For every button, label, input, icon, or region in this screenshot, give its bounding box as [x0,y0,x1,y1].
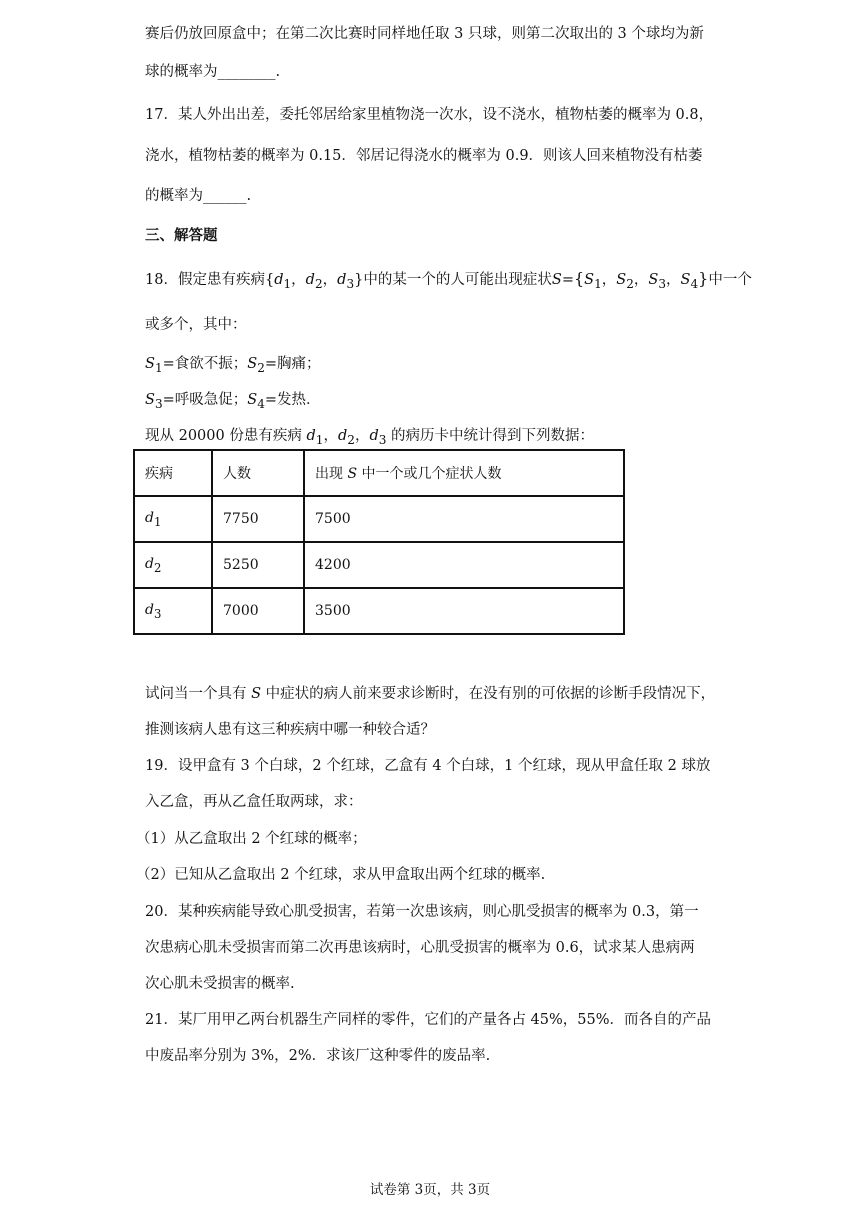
table-header-cell: 人数 [212,450,304,496]
table-row [134,588,624,634]
table-header-row [134,450,624,496]
q20-text-line-1: 20．某种疾病能导致心肌受损害，若第一次患该病，则心肌受损害的概率为 0.3，第一 [145,904,699,920]
table-row [134,496,624,542]
q18-text-line-5: 现从 20000 份患有疾病 $d_1$，$d_2$，$d_3$ 的病历卡中统计得到下列数据： [145,428,595,447]
table-cell: 5250 [212,542,304,588]
table-cell: 4200 [304,542,624,588]
q17-text-line-2: 浇水，植物枯萎的概率为 0.15．邻居记得浇水的概率为 0.9．则该人回来植物没有枯萎 [145,148,703,164]
q21-text-line-1: 21．某厂用甲乙两台机器生产同样的零件，它们的产量各占 45%，55%．而各自的产品 [145,1012,712,1028]
disease-table [133,449,625,635]
table-cell: $d_2$ [134,542,212,588]
section-heading: 三、解答题 [145,228,218,244]
q16-text-line-1: 赛后仍放回原盒中；在第二次比赛时同样地任取 3 只球，则第二次取出的 3 个球均为新 [145,26,704,42]
q20-text-line-3: 次心肌未受损害的概率. [145,976,295,992]
q18-symptom-line-1: $S_1=$食欲不振；$S_2=$胸痛； [145,356,321,375]
q18-question-line-1: 试问当一个具有 S 中症状的病人前来要求诊断时，在没有别的可依据的诊断手段情况下， [145,686,716,702]
table-cell: $d_3$ [134,588,212,634]
q17-text-line-1: 17．某人外出出差，委托邻居给家里植物浇一次水，设不浇水，植物枯萎的概率为 0.8， [145,107,714,123]
table-cell: 7750 [212,496,304,542]
q18-question-line-2: 推测该病人患有这三种疾病中哪一种较合适？ [145,722,435,738]
table-cell: 3500 [304,588,624,634]
table-cell: $d_1$ [134,496,212,542]
table-row [134,542,624,588]
table-cell: 7500 [304,496,624,542]
q21-text-line-2: 中废品率分别为 3%，2%．求该厂这种零件的废品率. [145,1048,491,1064]
table-cell: 7000 [212,588,304,634]
q16-text-line-2: 球的概率为________. [145,64,281,80]
q18-text-line-1: 18．假定患有疾病{$d_1$，$d_2$，$d_3$}中的某一个的人可能出现症状$S=\{S_1$，$S_2$，$S_3$，$S_4$}中一个 [145,269,752,291]
q17-text-line-3: 的概率为______. [145,188,252,204]
q19-text-line-2: 入乙盒，再从乙盒任取两球，求： [145,794,363,810]
table-header-cell: 疾病 [134,450,212,496]
q19-text-line-1: 19．设甲盒有 3 个白球，2 个红球，乙盒有 4 个白球，1 个红球，现从甲盒任取 2 球放 [145,758,711,774]
q18-text-line-2: 或多个，其中： [145,317,247,333]
table-header-cell: 出现 S 中一个或几个症状人数 [304,450,624,496]
q20-text-line-2: 次患病心肌未受损害而第二次再患该病时，心肌受损害的概率为 0.6，试求某人患病两 [145,940,695,956]
page-footer: 试卷第 3页，共 3页 [369,1182,491,1198]
q19-part-1: （1）从乙盒取出 2 个红球的概率； [136,831,367,847]
q19-part-2: （2）已知从乙盒取出 2 个红球，求从甲盒取出两个红球的概率. [136,867,546,883]
q18-symptom-line-2: $S_3=$呼吸急促；$S_4=$发热． [145,392,321,411]
